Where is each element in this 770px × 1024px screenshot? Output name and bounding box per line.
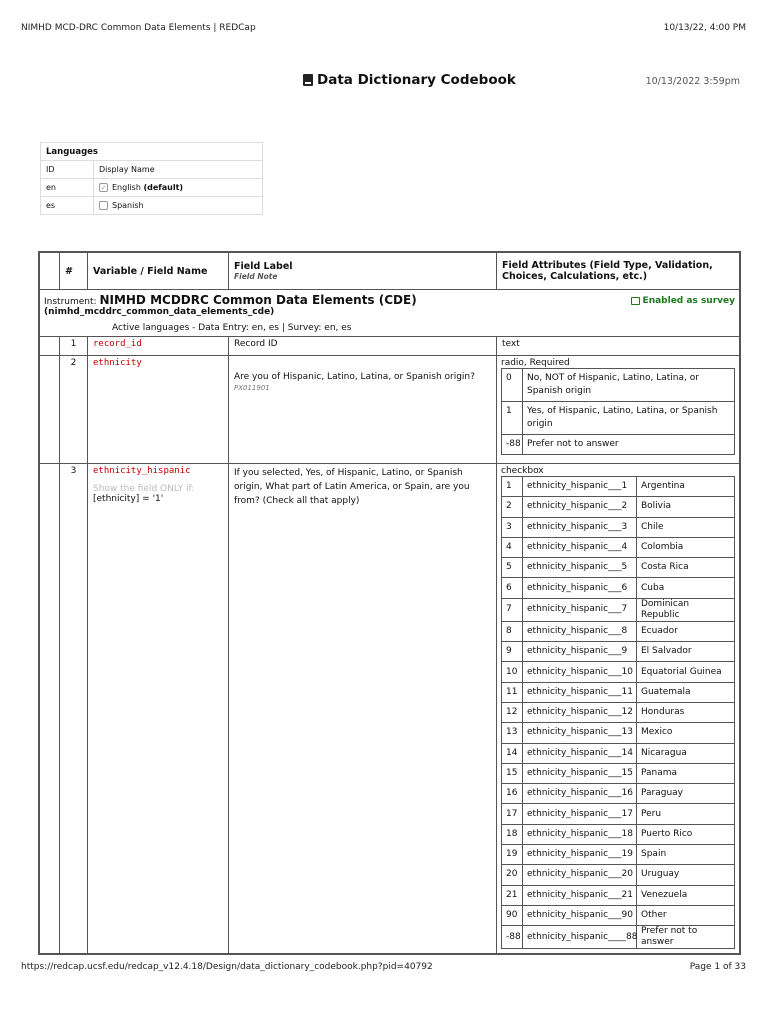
choice-row: [502, 845, 735, 865]
languages-col-display: Display Name: [94, 161, 263, 179]
field-row: [40, 337, 740, 356]
row-spacer: [40, 356, 60, 464]
choice-row: [502, 369, 735, 402]
row-spacer: [40, 464, 60, 954]
choice-variable: ethnicity_hispanic___1: [523, 477, 637, 497]
choice-variable: ethnicity_hispanic____88: [523, 926, 637, 949]
choice-row: [502, 804, 735, 824]
header-field-note: Field Note: [234, 272, 278, 281]
field-type: radio, Required: [501, 358, 570, 368]
choice-variable: ethnicity_hispanic___21: [523, 885, 637, 905]
choice-row: [502, 824, 735, 844]
header-spacer: [40, 253, 60, 290]
choice-row: [502, 578, 735, 598]
choice-code: 16: [502, 784, 523, 804]
language-row: [41, 179, 263, 197]
browser-page-title: NIMHD MCD-DRC Common Data Elements | REDCap: [21, 23, 256, 33]
language-name: Spanish: [112, 201, 144, 210]
field-variable: [88, 464, 229, 954]
language-default-flag: (default): [143, 183, 184, 192]
field-label: Record ID: [229, 337, 497, 356]
header-field-label-text: Field Label: [234, 261, 293, 272]
instrument-variable: (nimhd_mcddrc_common_data_elements_cde): [44, 307, 275, 317]
choice-code: 14: [502, 743, 523, 763]
choice-code: 13: [502, 723, 523, 743]
checkbox-icon[interactable]: [99, 201, 108, 210]
field-num: 1: [60, 337, 88, 356]
field-label: If you selected, Yes, of Hispanic, Latino, or Spanish origin, What part of Latin America, or Spain, are you from? (Check all that apply): [229, 464, 497, 954]
choice-variable: ethnicity_hispanic___3: [523, 517, 637, 537]
field-label: [229, 356, 497, 464]
choice-label: Ecuador: [637, 621, 735, 641]
field-attributes: [497, 356, 740, 464]
language-name: English: [112, 183, 141, 192]
header-attributes: Field Attributes (Field Type, Validation, Choices, Calculations, etc.): [497, 253, 740, 290]
choice-code: 8: [502, 621, 523, 641]
instrument-name: NIMHD MCDDRC Common Data Elements (CDE): [99, 293, 417, 307]
language-row: [41, 197, 263, 215]
choice-variable: ethnicity_hispanic___18: [523, 824, 637, 844]
choice-label: El Salvador: [637, 642, 735, 662]
choice-label: Costa Rica: [637, 558, 735, 578]
language-display: [94, 179, 263, 197]
choice-label: Colombia: [637, 537, 735, 557]
choice-label: Honduras: [637, 702, 735, 722]
choice-row: [502, 865, 735, 885]
header-num: #: [60, 253, 88, 290]
field-note: PX011901: [234, 384, 270, 392]
choice-code: 20: [502, 865, 523, 885]
field-type: checkbox: [501, 466, 544, 476]
branching-label: Show the field ONLY if:: [93, 484, 195, 494]
choice-row: [502, 558, 735, 578]
choice-code: 12: [502, 702, 523, 722]
print-datetime: 10/13/22, 4:00 PM: [663, 23, 746, 33]
choice-label: Bolivia: [637, 497, 735, 517]
page-url: https://redcap.ucsf.edu/redcap_v12.4.18/Design/data_dictionary_codebook.php?pid=40792: [21, 962, 433, 972]
survey-status: [631, 296, 735, 306]
choice-label: Yes, of Hispanic, Latino, Latina, or Spanish origin: [523, 402, 735, 435]
choice-label: Cuba: [637, 578, 735, 598]
choice-code: 17: [502, 804, 523, 824]
page-number: Page 1 of 33: [689, 962, 746, 972]
choice-code: 1: [502, 402, 523, 435]
field-variable: [88, 337, 229, 356]
language-display: [94, 197, 263, 215]
codebook-title: [303, 72, 516, 88]
choice-code: 9: [502, 642, 523, 662]
choice-label: Paraguay: [637, 784, 735, 804]
choice-row: [502, 537, 735, 557]
codebook-title-text: Data Dictionary Codebook: [317, 72, 516, 88]
row-spacer: [40, 337, 60, 356]
field-variable-name: record_id: [93, 339, 142, 349]
choice-row: [502, 435, 735, 455]
field-attributes: [497, 464, 740, 954]
choice-code: -88: [502, 435, 523, 455]
choice-label: Venezuela: [637, 885, 735, 905]
choice-variable: ethnicity_hispanic___5: [523, 558, 637, 578]
book-icon: [303, 74, 313, 86]
active-languages: Active languages - Data Entry: en, es | Survey: en, es: [112, 323, 352, 333]
choice-label: Peru: [637, 804, 735, 824]
choice-variable: ethnicity_hispanic___10: [523, 662, 637, 682]
header-field-label: [229, 253, 497, 290]
choice-row: [502, 885, 735, 905]
choice-code: 7: [502, 598, 523, 621]
field-row: [40, 356, 740, 464]
choice-row: [502, 926, 735, 949]
choice-variable: ethnicity_hispanic___17: [523, 804, 637, 824]
choice-label: Nicaragua: [637, 743, 735, 763]
field-label-text: Are you of Hispanic, Latino, Latina, or Spanish origin?: [234, 372, 475, 382]
choice-code: 15: [502, 763, 523, 783]
choice-label: Panama: [637, 763, 735, 783]
choices-table: [501, 368, 735, 455]
choice-variable: ethnicity_hispanic___13: [523, 723, 637, 743]
choice-code: 4: [502, 537, 523, 557]
field-num: 2: [60, 356, 88, 464]
field-variable-name: ethnicity: [93, 358, 142, 368]
choice-row: [502, 497, 735, 517]
choice-row: [502, 402, 735, 435]
header-variable: Variable / Field Name: [88, 253, 229, 290]
choice-row: [502, 702, 735, 722]
choice-row: [502, 517, 735, 537]
choice-code: 6: [502, 578, 523, 598]
branching-logic: [ethnicity] = '1': [93, 494, 164, 504]
language-id: en: [41, 179, 94, 197]
choice-code: 18: [502, 824, 523, 844]
instrument-row: [40, 290, 740, 337]
choice-code: 1: [502, 477, 523, 497]
choice-variable: ethnicity_hispanic___2: [523, 497, 637, 517]
choice-label: Spain: [637, 845, 735, 865]
choice-label: Dominican Republic: [637, 598, 735, 621]
choice-label: Prefer not to answer: [637, 926, 735, 949]
choice-row: [502, 477, 735, 497]
choice-code: 10: [502, 662, 523, 682]
choice-code: 90: [502, 905, 523, 925]
choice-variable: ethnicity_hispanic___90: [523, 905, 637, 925]
survey-status-text: Enabled as survey: [642, 296, 735, 306]
choice-row: [502, 723, 735, 743]
choice-variable: ethnicity_hispanic___9: [523, 642, 637, 662]
instrument-prefix: Instrument:: [44, 297, 97, 307]
field-attributes: text: [497, 337, 740, 356]
choice-code: 21: [502, 885, 523, 905]
choice-code: 11: [502, 682, 523, 702]
choice-label: Guatemala: [637, 682, 735, 702]
choice-row: [502, 598, 735, 621]
checked-checkbox-icon[interactable]: ✓: [100, 184, 107, 192]
choice-variable: ethnicity_hispanic___4: [523, 537, 637, 557]
choice-variable: ethnicity_hispanic___15: [523, 763, 637, 783]
checkbox-choices-table: [501, 476, 735, 949]
choice-label: Prefer not to answer: [523, 435, 735, 455]
choice-variable: ethnicity_hispanic___16: [523, 784, 637, 804]
choice-variable: ethnicity_hispanic___8: [523, 621, 637, 641]
field-row: [40, 464, 740, 954]
language-id: es: [41, 197, 94, 215]
choice-row: [502, 662, 735, 682]
choice-variable: ethnicity_hispanic___19: [523, 845, 637, 865]
field-variable-name: ethnicity_hispanic: [93, 466, 191, 476]
codebook-table: [38, 251, 741, 955]
choice-row: [502, 682, 735, 702]
choice-code: 19: [502, 845, 523, 865]
languages-caption: Languages: [41, 143, 263, 161]
choice-variable: ethnicity_hispanic___14: [523, 743, 637, 763]
field-num: 3: [60, 464, 88, 954]
field-variable: [88, 356, 229, 464]
languages-table: [40, 142, 263, 215]
choice-label: Other: [637, 905, 735, 925]
choice-code: 3: [502, 517, 523, 537]
languages-col-id: ID: [41, 161, 94, 179]
choice-row: [502, 763, 735, 783]
choice-code: 0: [502, 369, 523, 402]
choice-label: Chile: [637, 517, 735, 537]
survey-icon: [631, 297, 640, 305]
choice-row: [502, 621, 735, 641]
choice-label: Puerto Rico: [637, 824, 735, 844]
choice-row: [502, 642, 735, 662]
choice-code: -88: [502, 926, 523, 949]
choice-variable: ethnicity_hispanic___11: [523, 682, 637, 702]
choice-label: Uruguay: [637, 865, 735, 885]
choice-variable: ethnicity_hispanic___20: [523, 865, 637, 885]
choice-variable: ethnicity_hispanic___12: [523, 702, 637, 722]
choice-label: Mexico: [637, 723, 735, 743]
choice-label: Argentina: [637, 477, 735, 497]
choice-variable: ethnicity_hispanic___7: [523, 598, 637, 621]
choice-row: [502, 743, 735, 763]
choice-row: [502, 905, 735, 925]
choice-label: Equatorial Guinea: [637, 662, 735, 682]
codebook-timestamp: 10/13/2022 3:59pm: [645, 76, 740, 87]
choice-row: [502, 784, 735, 804]
choice-code: 5: [502, 558, 523, 578]
choice-label: No, NOT of Hispanic, Latino, Latina, or Spanish origin: [523, 369, 735, 402]
choice-variable: ethnicity_hispanic___6: [523, 578, 637, 598]
choice-code: 2: [502, 497, 523, 517]
